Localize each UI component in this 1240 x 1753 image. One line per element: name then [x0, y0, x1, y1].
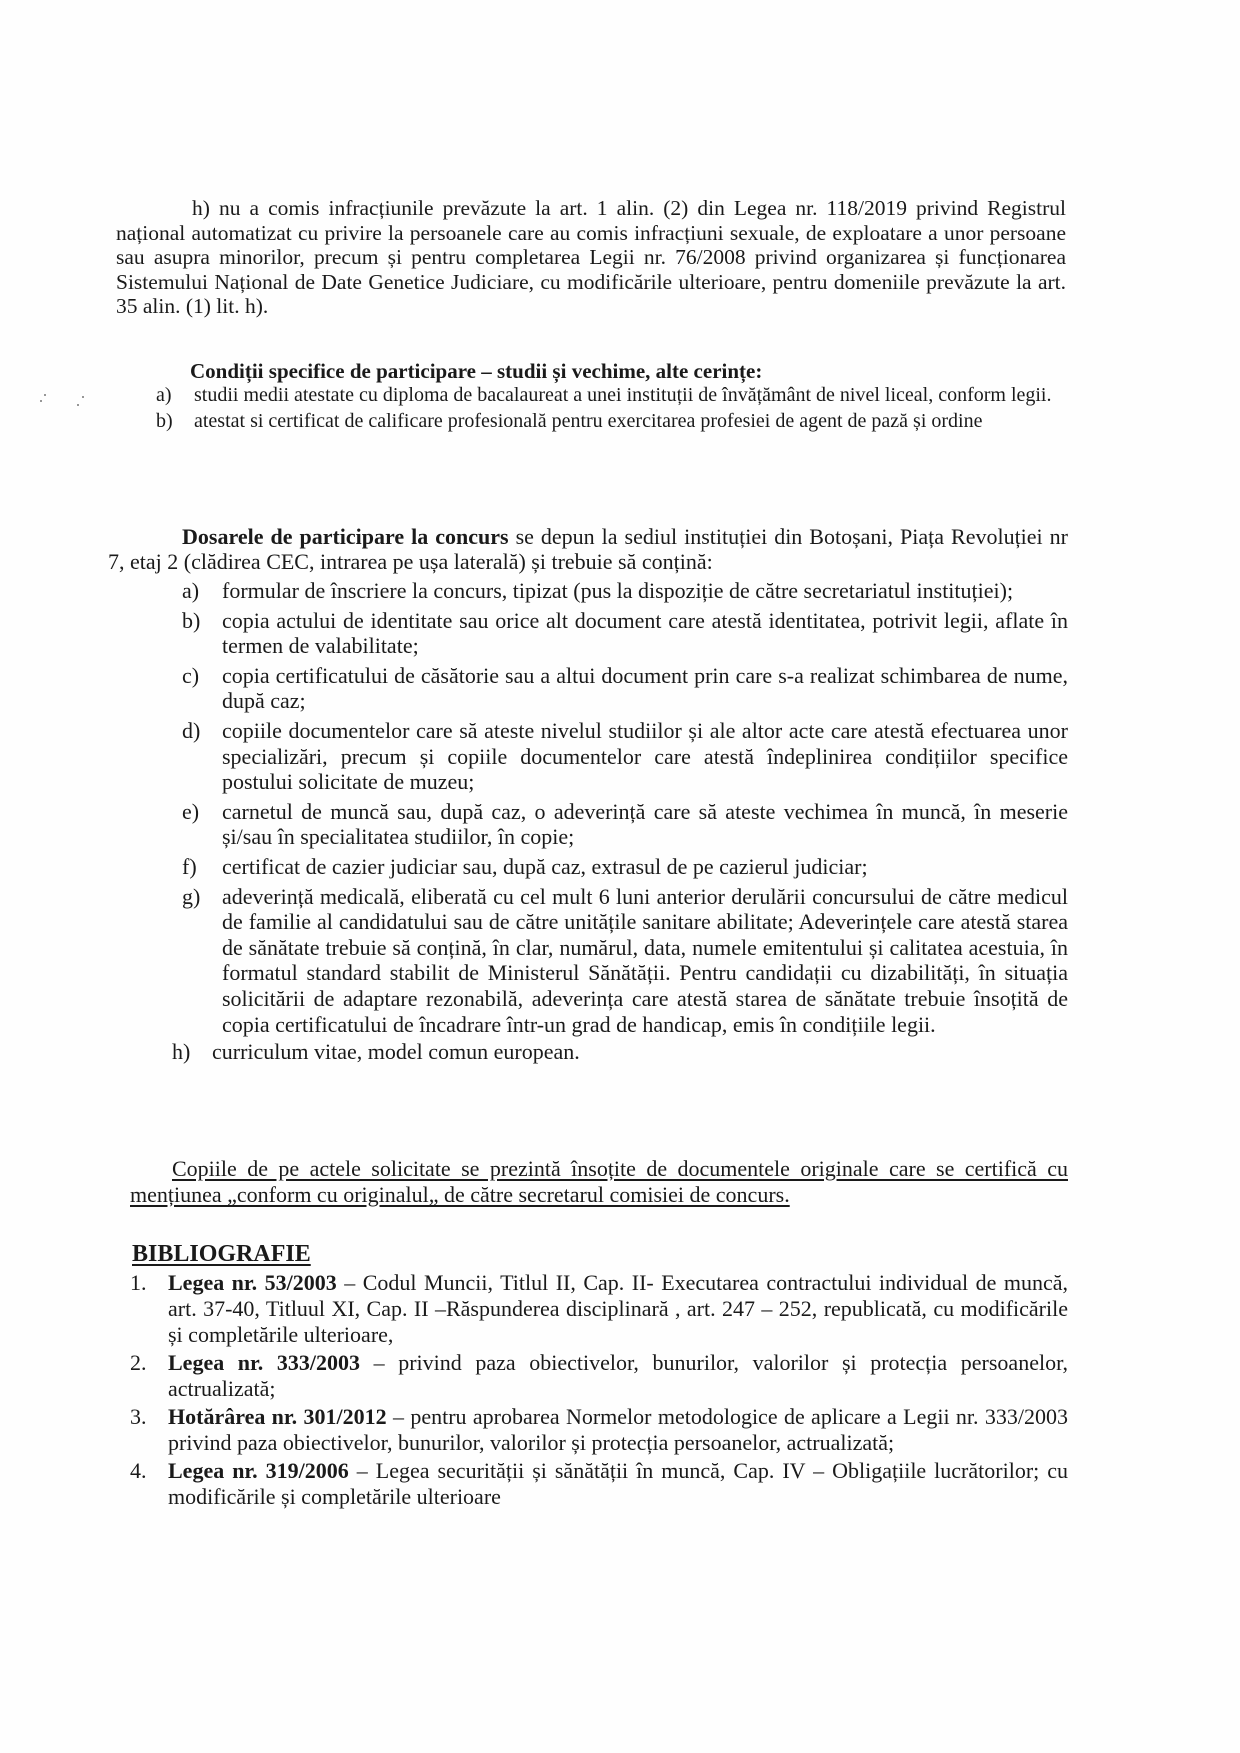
dossier-text: formular de înscriere la concurs, tipizat (pus la dispoziție de către secretariatul instituției);: [222, 578, 1014, 603]
dossier-label: b): [182, 607, 201, 633]
bibliography-item: [130, 1270, 1068, 1348]
condition-text: atestat si certificat de calificare profesională pentru exercitarea profesiei de agent de pază și ordine: [194, 410, 983, 432]
dossier-label: f): [182, 853, 197, 879]
copies-note-text: Copiile de pe actele solicitate se prezintă însoțite de documentele originale care se certifică cu mențiunea „conform cu originalul„ de către secretarul comisiei de concurs.: [130, 1156, 1068, 1207]
dossier-text: curriculum vitae, model comun european.: [212, 1039, 580, 1065]
dossier-text: carnetul de muncă sau, după caz, o adeverință care să ateste vechimea în muncă, în meserie și/sau în specialitatea studiilor, în copie;: [222, 798, 1068, 850]
dossier-list: [172, 578, 1068, 1065]
scan-speck: [44, 394, 46, 396]
conditions-heading: Condiții specifice de participare – studii și vechime, alte cerințe:: [190, 359, 763, 383]
condition-item: [156, 384, 1068, 406]
bibliography-text: – Codul Muncii, Titlul II, Cap. II- Executarea contractului individual de muncă, art. 37-40, Titluul XI, Cap. II –Răspunderea disciplinară , art. 247 – 252, republicată, cu modificările și completările ulterioare,: [168, 1270, 1069, 1347]
condition-label: a): [156, 384, 172, 406]
bibliography-item: [130, 1350, 1068, 1402]
dossier-text: adeverință medicală, eliberată cu cel mult 6 luni anterior derulării concursului de către medicul de familie al candidatului sau de către unitățile sanitare abilitate; Adeverințele care atestă starea de sănătate trebuie să conțină, în clar, numărul, data, numele emitentului și calitatea acestuia, în formatul standard stabilit de Ministerul Sănătății. Pentru candidații cu dizabilități, în situația solicitării de adaptare rezonabilă, adeverința care atestă starea de sănătate trebuie însoțită de copia certificatului de încadrare într-un grad de handicap, emis în condițiile legii.: [222, 883, 1068, 1037]
bibliography-number: 4.: [130, 1458, 147, 1483]
dossier-lead-bold: Dosarele de participare la concurs: [182, 524, 509, 549]
conditions-section: [156, 360, 1068, 432]
scan-speck: [77, 404, 79, 406]
condition-text: studii medii atestate cu diploma de bacalaureat a unei instituții de învățământ de nivel liceal, conform legii.: [194, 384, 1052, 406]
bibliography-heading-wrap: [132, 1240, 311, 1268]
dossier-label: d): [182, 717, 201, 743]
dossier-item: [172, 1039, 1068, 1065]
intro-paragraph: [116, 196, 1066, 319]
bibliography-law: Legea nr. 53/2003: [168, 1270, 337, 1295]
dossier-label: h): [172, 1039, 191, 1065]
dossier-item: [182, 799, 1068, 850]
bibliography-item: [130, 1404, 1068, 1456]
bibliography-number: 3.: [130, 1404, 147, 1429]
condition-label: b): [156, 410, 173, 432]
bibliography-list: [130, 1270, 1068, 1510]
bibliography-number: 2.: [130, 1350, 147, 1375]
dossier-intro: [108, 524, 1068, 574]
scan-speck: [40, 400, 42, 402]
dossier-text: certificat de cazier judiciar sau, după caz, extrasul de pe cazierul judiciar;: [222, 853, 868, 879]
bibliography-text: – Legea securității și sănătății în muncă, Cap. IV – Obligațiile lucrătorilor; cu modificările și completările ulterioare: [168, 1458, 1069, 1509]
bibliography-number: 1.: [130, 1270, 147, 1295]
bibliography-law: Hotărârea nr. 301/2012: [168, 1404, 387, 1429]
bibliography-law: Legea nr. 333/2003: [168, 1350, 360, 1375]
dossier-label: a): [182, 578, 200, 603]
dossier-text: copia actului de identitate sau orice alt document care atestă identitatea, potrivit legii, aflate în termen de valabilitate;: [222, 607, 1068, 659]
condition-item: [156, 410, 1068, 432]
dossier-lead-text: se depun la sediul instituției din Botoșani, Piața Revoluției nr 7, etaj 2 (clădirea CEC, intrarea pe ușa laterală) și trebuie să conțină:: [108, 524, 1068, 574]
dossier-item: [182, 663, 1068, 714]
dossier-text: copiile documentelor care să ateste nivelul studiilor și ale altor acte care atestă efectuarea unor specializări, precum și copiile documentelor care atestă îndeplinirea condițiilor specifice postului solicitate de muzeu;: [222, 717, 1068, 795]
dossier-label: e): [182, 798, 200, 824]
copies-note: [130, 1156, 1068, 1208]
dossier-item: [182, 884, 1068, 1038]
dossier-item: [182, 608, 1068, 659]
intro-text: h) nu a comis infracțiunile prevăzute la art. 1 alin. (2) din Legea nr. 118/2019 privind Registrul național automatizat cu privire la persoanele care au comis infracțiuni sexuale, de exploatare a unor persoane sau asupra minorilor, precum și pentru completarea Legii nr. 76/2008 privind organizarea și funcționarea Sistemului Național de Date Genetice Judiciare, cu modificările ulterioare, pentru domeniile prevăzute la art. 35 alin. (1) lit. h).: [116, 196, 1066, 318]
bibliography-heading: BIBLIOGRAFIE: [132, 1241, 311, 1267]
bibliography-text: – pentru aprobarea Normelor metodologice de aplicare a Legii nr. 333/2003 privind paza obiectivelor, bunurilor, valorilor și protecția persoanelor, actrualizată;: [168, 1404, 1068, 1455]
bibliography-law: Legea nr. 319/2006: [168, 1458, 349, 1483]
dossier-text: copia certificatului de căsătorie sau a altui document prin care s-a realizat schimbarea de nume, după caz;: [222, 662, 1068, 714]
scan-speck: [82, 396, 84, 398]
bibliography-text: – privind paza obiectivelor, bunurilor, valorilor și protecția persoanelor, actrualizată;: [168, 1350, 1069, 1401]
dossier-item: [182, 854, 1068, 880]
dossier-item: [182, 578, 1068, 604]
bibliography-item: [130, 1458, 1068, 1510]
dossier-label: c): [182, 662, 200, 688]
dossier-label: g): [182, 883, 201, 909]
dossier-item: [182, 718, 1068, 795]
